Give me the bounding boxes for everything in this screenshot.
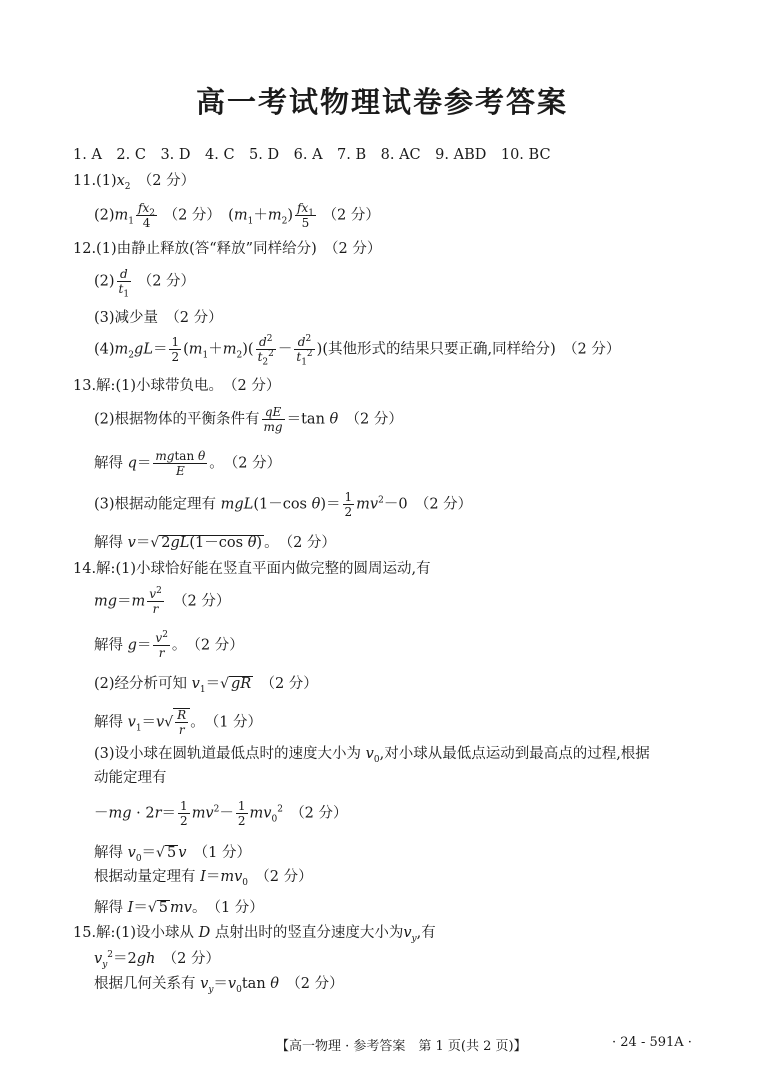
q12-part2: (2) $\frac{d}{t_1}$ （2 分） — [94, 267, 196, 300]
q15-eq1: $v_y^2=2gh$ （2 分） — [94, 950, 220, 970]
mc-answers: 1. A 2. C 3. D 4. C 5. D 6. A 7. B 8. AC 9. ABD 10. BC — [73, 147, 551, 163]
q13-part3: (3)根据动能定理有 mgL(1－cos θ)＝ $\frac{1}{2}$ $mv^2-0$ （2 分） — [94, 490, 473, 519]
footer-page-info: 【高一物理 · 参考答案 第 1 页(共 2 页)】 — [276, 1039, 527, 1054]
q11-part2: $(2)m_1$ $\frac{fx_2}{4}$ （2 分） $(m_1+m_2)$ $\frac{fx_1}{5}$ （2 分） — [94, 201, 380, 230]
q13-solve-q: 解得 q＝ $\frac{\text{mgtan θ}}{E}$ 。 （2 分） — [94, 449, 282, 478]
q15-part1: 15.解:(1)设小球从 D 点射出时的竖直分速度大小为$v_y$,有 — [73, 925, 436, 944]
page-title: 高一考试物理试卷参考答案 — [195, 85, 568, 119]
q14-solve-g: 解得 g＝ $\frac{v^2}{r}$ 。 （2 分） — [94, 630, 244, 660]
q11-part1: $11.(1)x_2$ （2 分） — [73, 173, 196, 192]
q12-part3: (3)减少量 （2 分） — [94, 310, 223, 326]
q14-solve-I: 解得 I＝√ 5 mv。 （1 分） — [94, 900, 264, 916]
q14-part1: 14.解:(1)小球恰好能在竖直平面内做完整的圆周运动,有 — [73, 561, 431, 577]
q14-solve-v1: 解得 $v_1=v√$ $\frac{R}{r}$ 。 （1 分） — [94, 708, 263, 737]
footer-code: · 24 - 591A · — [612, 1035, 692, 1050]
q14-part2: (2)经分析可知 $v_1=√$ gR （2 分） — [94, 676, 318, 695]
q14-eq-energy: －mg · 2r＝ $\frac{1}{2}$ $mv^2-$ $\frac{1}{2}$ $mv_0^2$ （2 分） — [94, 799, 348, 828]
q12-part4: $(4)m_2gL=$ $\frac{1}{2}$ $(m_1+m_2)$( $\frac{d^2}{t_2^2}$ － $\frac{d^2}{t_1^2}$ )(其他形式的结果只要正确,同样给分) （2 分） — [94, 334, 621, 368]
q14-momentum: 根据动量定理有 $I=mv_0$ （2 分） — [94, 869, 313, 888]
q13-solve-v: 解得 v＝√ 2gL(1－cos θ) 。 （2 分） — [94, 535, 336, 551]
q14-part3-line2: 动能定理有 — [94, 770, 167, 786]
q13-part2: (2)根据物体的平衡条件有 $\frac{qE}{mg}$ ＝tan θ （2 分） — [94, 405, 403, 434]
q14-eq1: mg＝m $\frac{v^2}{r}$ （2 分） — [94, 586, 231, 616]
q15-geometry: 根据几何关系有 $v_y=v_0\tan$ θ （2 分） — [94, 976, 344, 995]
q13-part1: 13.解:(1)小球带负电。 （2 分） — [73, 378, 281, 394]
q14-solve-v0: 解得 $v_0=√$ 5 v （1 分） — [94, 845, 251, 864]
q14-part3-line1: (3)设小球在圆轨道最低点时的速度大小为 $v_0$,对小球从最低点运动到最高点的过程,根据 — [94, 746, 650, 765]
q12-part1: 12.(1)由静止释放(答“释放”同样给分) （2 分） — [73, 241, 382, 257]
